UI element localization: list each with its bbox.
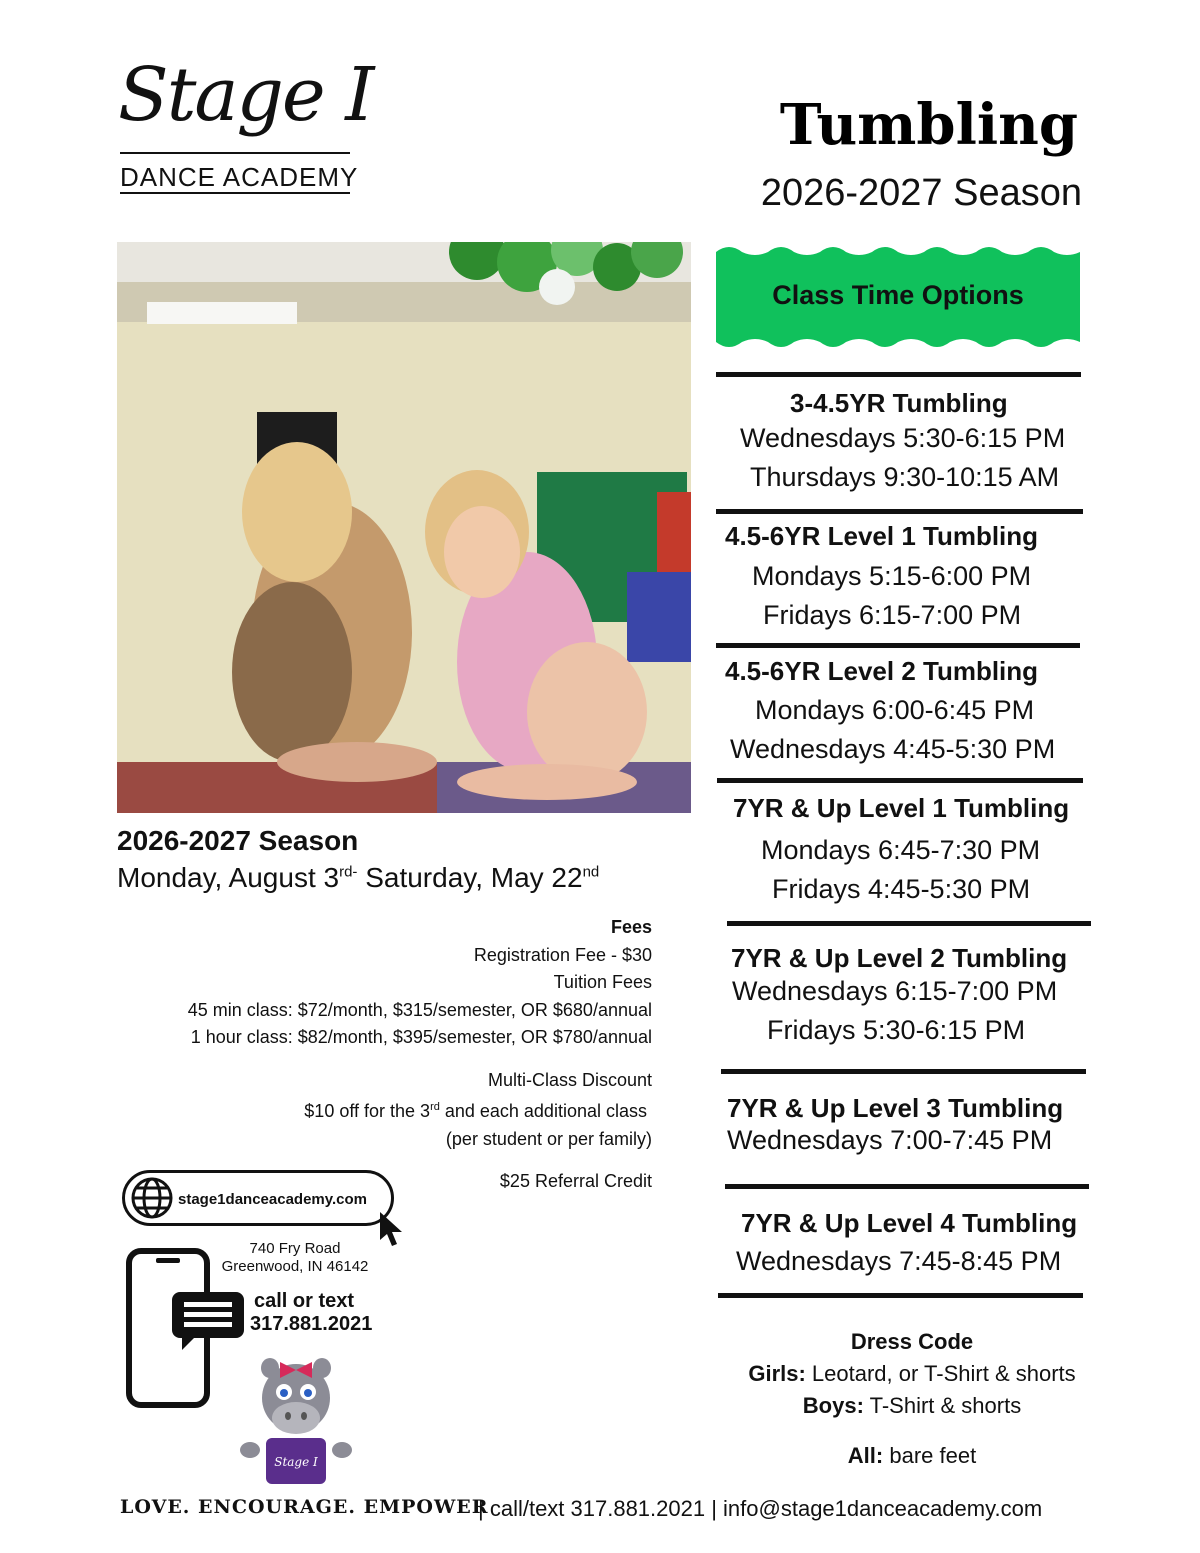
tuition-heading: Tuition Fees: [553, 972, 652, 992]
footer-contact[interactable]: | call/text 317.881.2021 | info@stage1danceacademy.com: [478, 1496, 1043, 1521]
chat-icon: [170, 1290, 246, 1352]
dress-code-boys: Boys: T-Shirt & shorts: [802, 1393, 1022, 1418]
tumbling-photo: [117, 242, 691, 813]
logo-divider: [120, 152, 350, 154]
multi-class-heading: Multi-Class Discount: [487, 1069, 652, 1090]
season-heading: 2026-2027 Season: [117, 825, 359, 856]
class-time: Mondays 5:15-6:00 PM: [752, 561, 1032, 591]
section-divider: [721, 1069, 1086, 1074]
class-title: 4.5-6YR Level 2 Tumbling: [725, 656, 1039, 686]
class-title: 7YR & Up Level 4 Tumbling: [741, 1208, 1078, 1238]
logo-divider: [120, 192, 350, 194]
fees-block: [188, 914, 652, 1196]
address-line: 740 Fry Road: [249, 1240, 341, 1257]
logo-script: Stage I: [118, 52, 373, 138]
class-time: Thursdays 9:30-10:15 AM: [750, 462, 1060, 492]
dress-code-girls: Girls: Leotard, or T-Shirt & shorts: [748, 1361, 1076, 1386]
logo-subtitle: DANCE ACADEMY: [120, 162, 359, 192]
section-divider: [727, 921, 1091, 926]
website-link[interactable]: stage1danceacademy.com: [178, 1191, 367, 1208]
cursor-icon: [378, 1210, 410, 1250]
referral-credit: $25 Referral Credit: [499, 1171, 652, 1191]
class-title: 3-4.5YR Tumbling: [790, 388, 1008, 418]
tuition-45min: 45 min class: $72/month, $315/semester, OR $680/annual: [187, 999, 652, 1020]
hippo-mascot: [240, 1354, 352, 1484]
season-dates: Monday, August $3^{rd-}$ Saturday, May 22nd: [117, 862, 600, 893]
call-label: call or text: [254, 1290, 355, 1312]
tuition-1hour: 1 hour class: $82/month, $395/semester, OR $780/annual: [190, 1027, 652, 1047]
class-title: 7YR & Up Level 3 Tumbling: [727, 1093, 1064, 1123]
season-subtitle: 2026-2027 Season: [760, 172, 1082, 214]
section-divider: [716, 509, 1083, 514]
multi-class-note: (per student or per family): [445, 1128, 652, 1149]
class-title: 7YR & Up Level 2 Tumbling: [731, 943, 1068, 973]
class-time: Fridays 5:30-6:15 PM: [767, 1015, 1026, 1045]
registration-fee: Registration Fee - $30: [473, 944, 652, 965]
address-line: Greenwood, IN 46142: [221, 1258, 369, 1275]
class-time: Fridays 6:15-7:00 PM: [763, 600, 1022, 630]
class-time: Wednesdays 6:15-7:00 PM: [732, 976, 1058, 1006]
class-time: Mondays 6:00-6:45 PM: [755, 695, 1035, 725]
multi-class-discount: $10 off for the 3rd and each additional class: [304, 1101, 647, 1121]
class-time: Mondays 6:45-7:30 PM: [761, 835, 1041, 865]
class-time: Wednesdays 7:00-7:45 PM: [727, 1125, 1053, 1155]
class-time: Wednesdays 5:30-6:15 PM: [740, 423, 1066, 453]
call-or-text: [250, 1290, 372, 1336]
section-divider: [717, 778, 1083, 783]
class-title: 7YR & Up Level 1 Tumbling: [733, 793, 1070, 823]
section-divider: [716, 643, 1080, 648]
phone-number[interactable]: 317.881.2021: [250, 1313, 373, 1335]
tagline: LOVE. ENCOURAGE. EMPOWER: [120, 1496, 489, 1518]
mascot-shirt-text: Stage I: [274, 1455, 318, 1469]
page-title: Tumbling: [779, 92, 1078, 158]
dress-code-all: All: bare feet: [847, 1443, 977, 1468]
globe-icon: [130, 1176, 174, 1220]
class-time: Fridays 4:45-5:30 PM: [772, 874, 1031, 904]
section-divider: [718, 1293, 1083, 1298]
dress-code-heading: Dress Code: [850, 1329, 974, 1354]
class-time: Wednesdays 7:45-8:45 PM: [736, 1246, 1062, 1276]
class-time: Wednesdays 4:45-5:30 PM: [730, 734, 1056, 764]
banner-label: Class Time Options: [772, 280, 1024, 310]
address: [210, 1240, 380, 1276]
class-title: 4.5-6YR Level 1 Tumbling: [725, 521, 1039, 551]
section-divider: [716, 372, 1081, 377]
section-divider: [725, 1184, 1089, 1189]
dress-code: [720, 1326, 1104, 1472]
fees-heading: Fees: [610, 917, 652, 937]
